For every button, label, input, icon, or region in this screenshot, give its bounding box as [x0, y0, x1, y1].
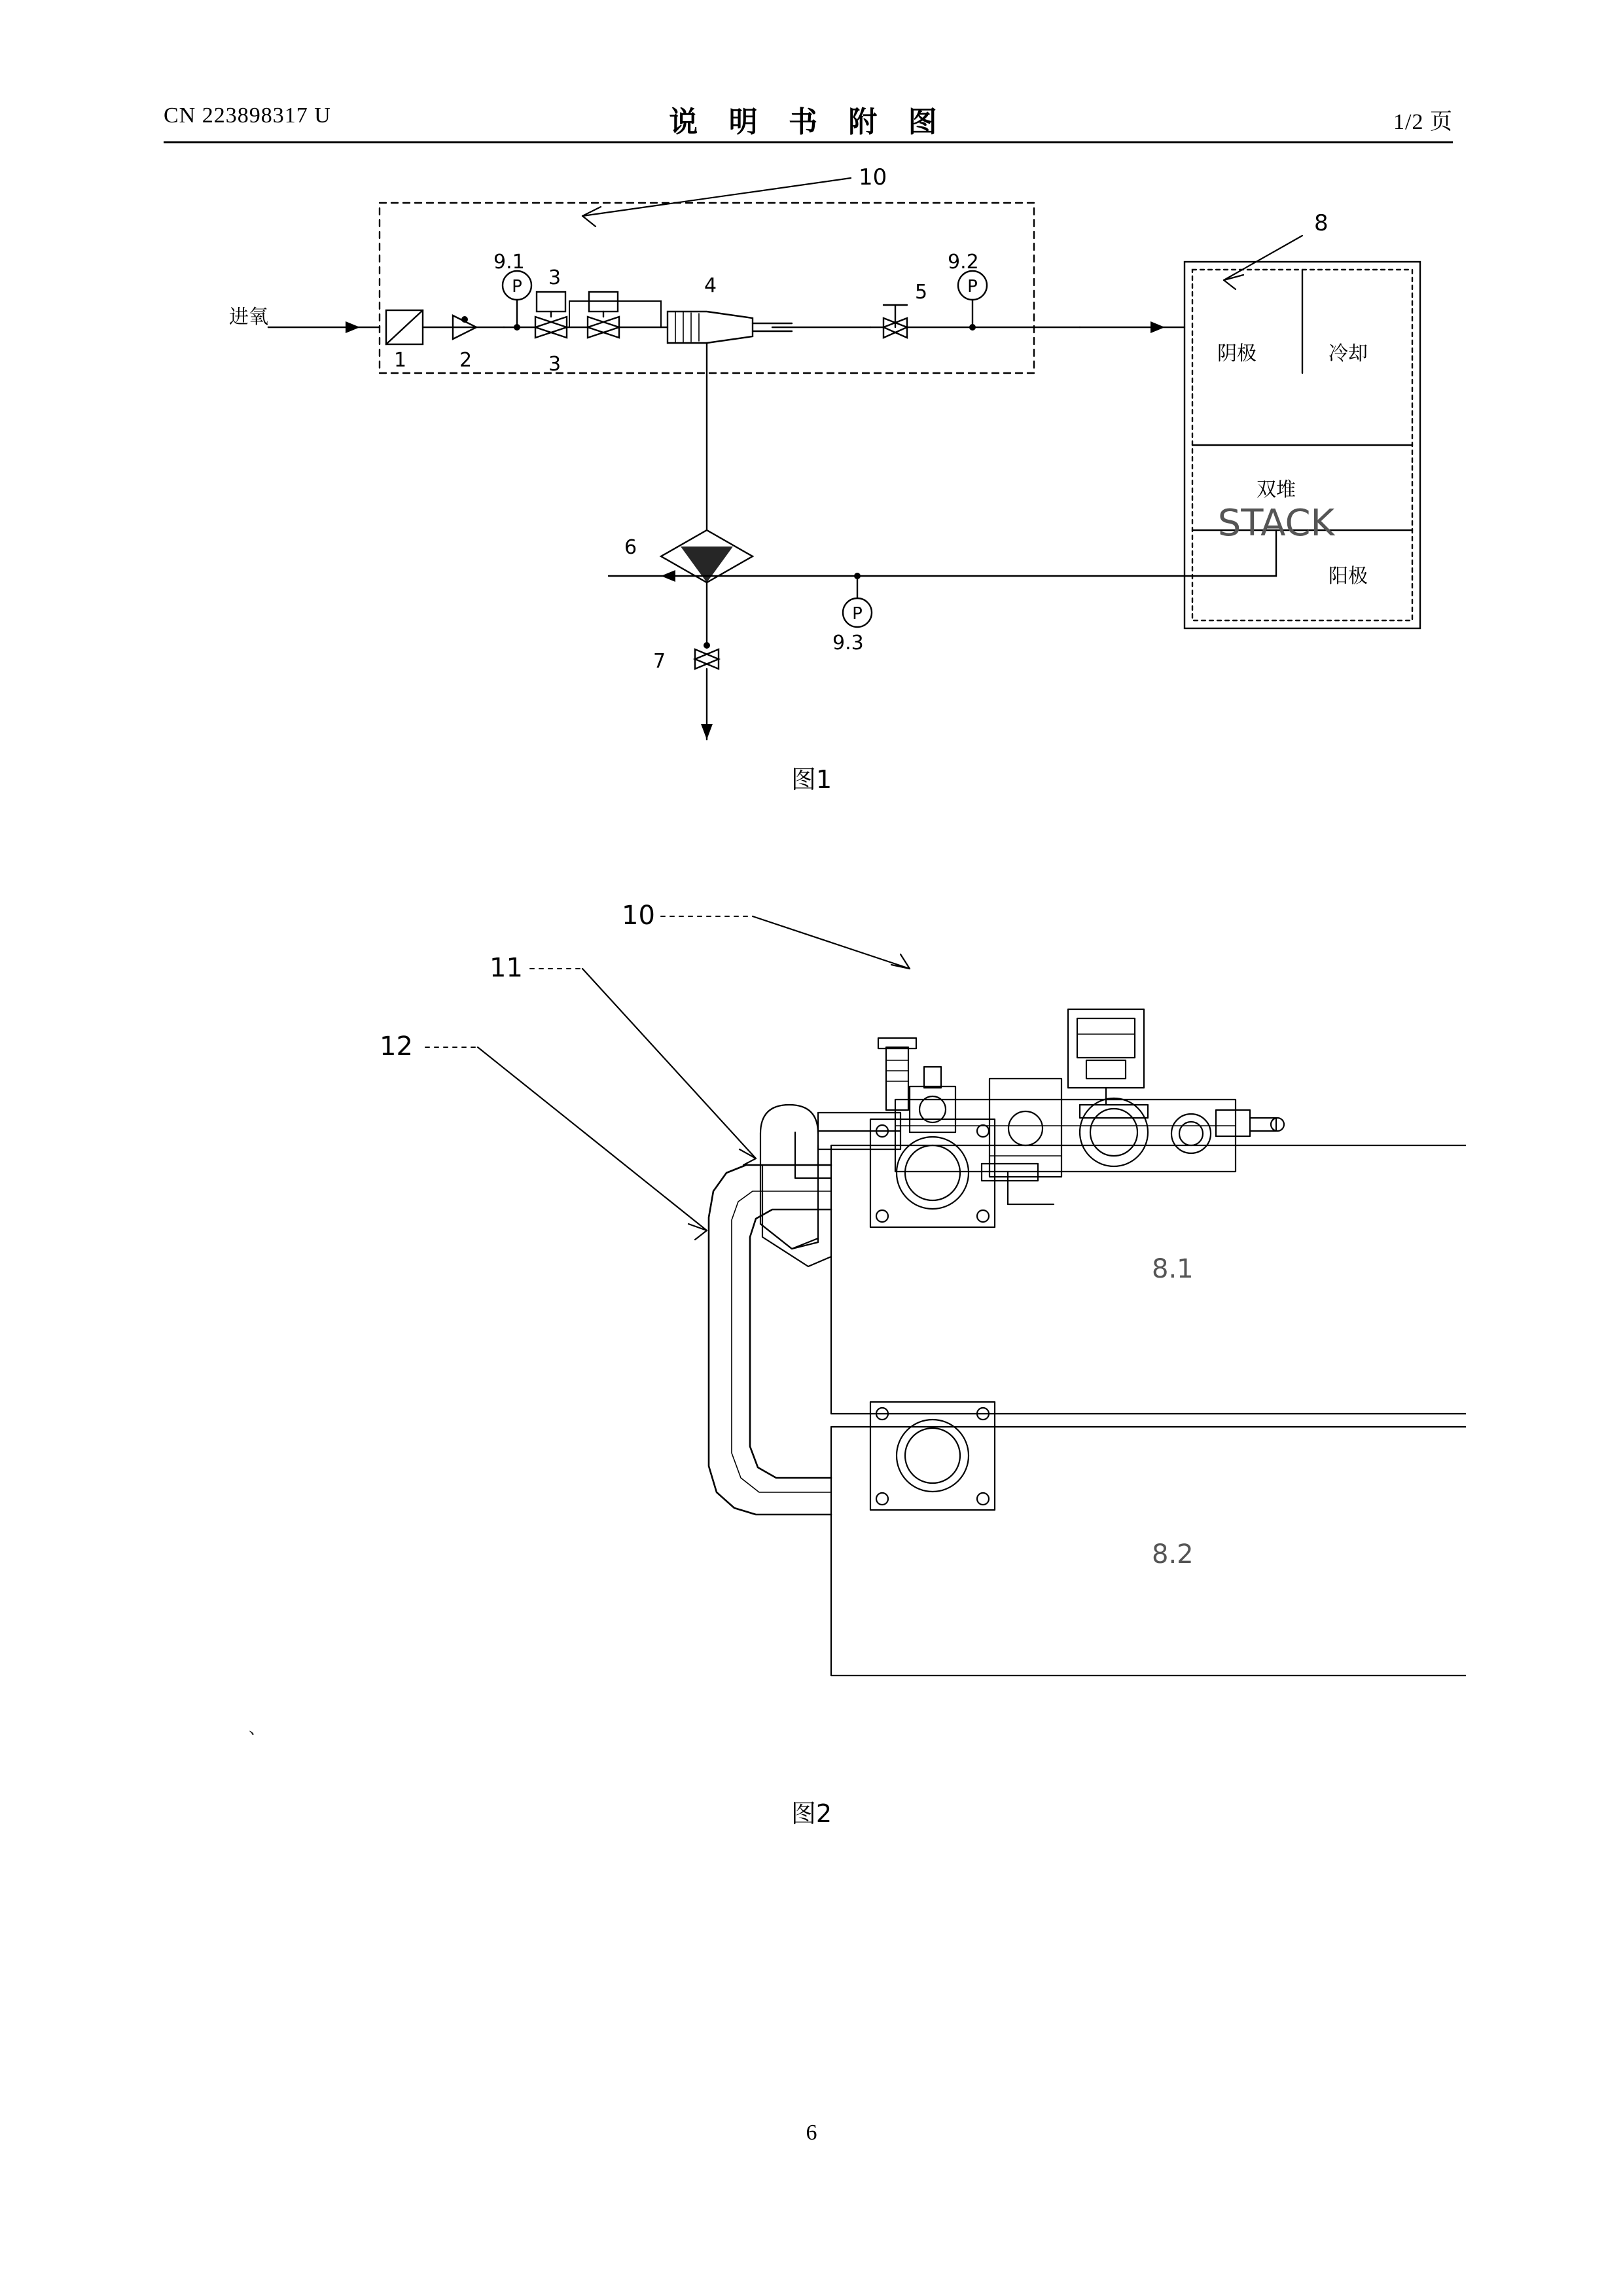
label-stack-anode: 阴极 — [1217, 342, 1257, 365]
actuator-face — [1077, 1018, 1135, 1058]
component-7-valve-b — [695, 649, 719, 669]
label-9-2: 9.2 — [948, 251, 979, 274]
ejector-housing — [990, 1079, 1061, 1177]
label-stack-word: STACK — [1217, 502, 1335, 545]
block-8-2 — [831, 1427, 1466, 1676]
drain-arrow — [701, 724, 713, 740]
svg-text:P: P — [512, 277, 522, 296]
svg-text:P: P — [967, 277, 978, 296]
elbow-lower — [762, 1165, 831, 1266]
label-5: 5 — [915, 281, 928, 304]
callout-8-leader — [1224, 236, 1302, 280]
manifold-midline — [732, 1191, 831, 1492]
stack-inlet-arrow — [1150, 321, 1165, 333]
label-stack-cooling: 冷却 — [1329, 342, 1368, 365]
component-3b-valve-a — [588, 317, 619, 338]
label-3a: 3 — [548, 353, 562, 376]
label-4: 4 — [704, 274, 717, 297]
callout-10-leader — [582, 178, 851, 216]
label-2: 2 — [459, 349, 473, 372]
label-fig2-11: 11 — [490, 953, 523, 983]
component-5-stem — [883, 305, 907, 327]
bypass-loop — [569, 301, 661, 327]
patent-number: CN 223898317 U — [164, 103, 331, 128]
header-rule — [164, 141, 1453, 143]
component-7-valve-a — [695, 649, 719, 669]
component-3a-coil — [537, 292, 565, 312]
footer-page-number: 6 — [806, 2121, 817, 2145]
elbow-body — [795, 1132, 831, 1178]
figure-1-caption: 图1 — [791, 765, 832, 794]
label-10: 10 — [859, 164, 887, 190]
ejector-port — [1008, 1111, 1043, 1145]
label-stack-dual: 双堆 — [1257, 478, 1296, 501]
block-8-1 — [831, 1145, 1466, 1414]
component-1-diagonal — [386, 310, 423, 344]
label-fig2-12: 12 — [380, 1031, 413, 1062]
label-stack-cathode: 阳极 — [1329, 565, 1368, 588]
label-7: 7 — [653, 650, 666, 673]
label-8-2: 8.2 — [1152, 1539, 1194, 1570]
page-label: 1/2 页 — [1393, 110, 1453, 134]
actuator-base — [1086, 1060, 1126, 1079]
small-valve-stem — [924, 1067, 941, 1088]
elbow-top-curve — [760, 1105, 818, 1134]
label-fig2-10: 10 — [622, 901, 655, 931]
label-6: 6 — [624, 536, 637, 559]
page-header — [164, 98, 1453, 144]
figure-2-drawing — [164, 838, 1466, 1787]
component-3a-valve-a — [535, 317, 567, 338]
right-end-cap — [1216, 1110, 1250, 1136]
component-3b-valve-b — [588, 317, 619, 338]
label-inlet: 进氧 — [229, 306, 268, 329]
stub-pipe — [886, 1047, 908, 1110]
label-1: 1 — [394, 349, 407, 372]
manifold-inner — [750, 1210, 831, 1478]
right-port — [1171, 1114, 1211, 1153]
callout-10-leader-2 — [753, 916, 910, 969]
figure-2 — [164, 838, 1466, 1787]
callout-12-leader — [478, 1047, 707, 1230]
actuator-box — [1068, 1009, 1144, 1088]
figure-1-drawing — [164, 164, 1466, 805]
flange-port-top — [897, 1137, 969, 1209]
component-2-dot — [461, 316, 468, 323]
manifold-outer — [709, 1165, 831, 1515]
component-3a-valve-b — [535, 317, 567, 338]
callout-10-arrow — [582, 207, 601, 226]
figure-2-caption: 图2 — [791, 1799, 832, 1828]
stray-mark: 、 — [249, 1719, 266, 1738]
label-9-1: 9.1 — [493, 251, 525, 274]
round-valve-top — [1080, 1105, 1148, 1118]
return-arrow — [661, 570, 675, 582]
figure-1 — [164, 164, 1466, 805]
document-title: 说 明 书 附 图 — [669, 105, 948, 139]
component-4-ejector — [668, 312, 753, 343]
flange-port-bottom — [897, 1420, 969, 1492]
callout-11-leader — [582, 969, 756, 1158]
flange-plate-top — [870, 1119, 995, 1227]
label-8-1: 8.1 — [1152, 1254, 1194, 1284]
svg-text:P: P — [852, 604, 863, 624]
inlet-arrow — [346, 321, 360, 333]
label-9-3: 9.3 — [832, 632, 864, 655]
label-8: 8 — [1314, 210, 1329, 236]
flange-plate-bottom — [870, 1402, 995, 1510]
label-3a-top: 3 — [548, 266, 562, 289]
